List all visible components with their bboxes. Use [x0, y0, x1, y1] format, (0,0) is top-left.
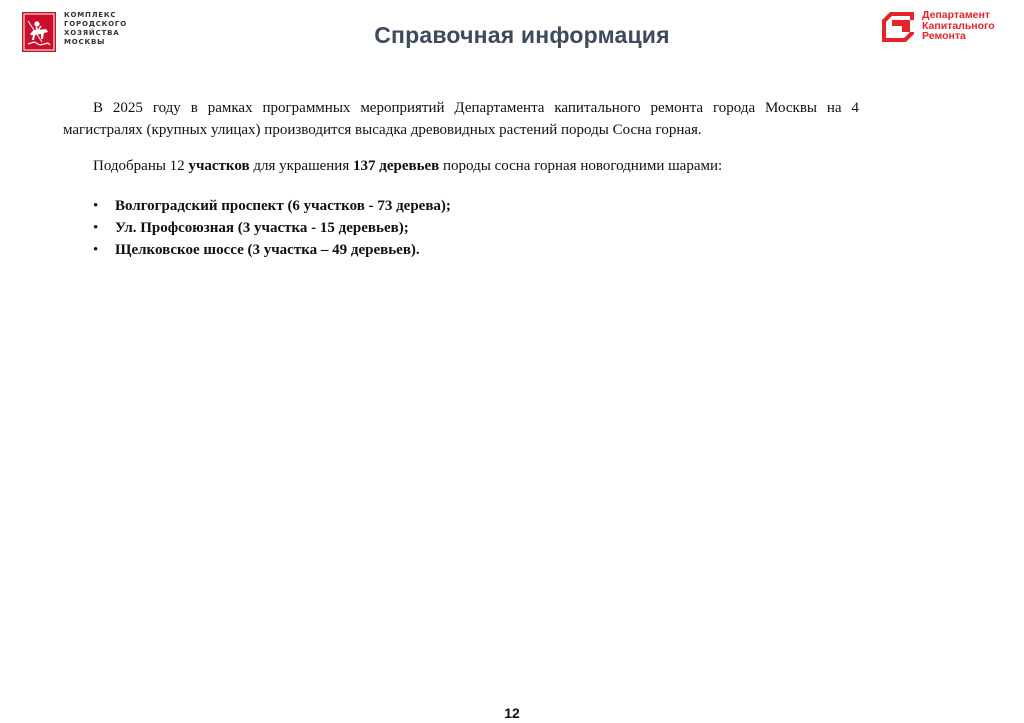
logo-line: Департамент	[922, 9, 990, 21]
logo-line: ХОЗЯЙСТВА	[64, 29, 120, 37]
logo-line: МОСКВЫ	[64, 38, 106, 46]
logo-line: КОМПЛЕКС	[64, 11, 117, 19]
bullet-icon: •	[93, 198, 99, 214]
page-title: Справочная информация	[374, 22, 670, 48]
summary-text: для украшения	[249, 158, 353, 174]
list-item	[63, 195, 859, 217]
summary-text: породы сосна горная новогодними шарами:	[439, 158, 723, 174]
logo-line: Капитального	[922, 19, 995, 32]
list-item-text: Щелковское шоссе (3 участка – 49 деревьев).	[115, 242, 420, 258]
streets-list	[63, 195, 859, 261]
summary-bold-sites: участков	[188, 158, 250, 174]
logo-line: ГОРОДСКОГО	[64, 20, 127, 28]
list-item	[63, 217, 859, 239]
department-name-text	[922, 10, 995, 42]
page-number: 12	[504, 705, 520, 721]
department-logo	[880, 10, 995, 49]
logo-line: Ремонта	[922, 30, 966, 42]
bullet-icon: •	[93, 220, 99, 236]
summary-paragraph	[63, 155, 859, 177]
summary-text: Подобраны 12	[93, 158, 189, 174]
list-item	[63, 239, 859, 261]
main-content	[63, 97, 859, 261]
summary-bold-trees: 137 деревьев	[352, 158, 440, 174]
department-mark-icon	[880, 10, 916, 49]
list-item-text: Ул. Профсоюзная (3 участка - 15 деревьев);	[115, 220, 409, 236]
intro-paragraph: В 2025 году в рамках программных мероприятий Департамента капитального ремонта города Москвы на 4 магистралях (крупных улицах) производится высадка древовидных растений породы Сосна горная.	[63, 100, 859, 138]
list-item-text: Волгоградский проспект (6 участков - 73 дерева);	[115, 198, 451, 214]
bullet-icon: •	[93, 242, 99, 258]
